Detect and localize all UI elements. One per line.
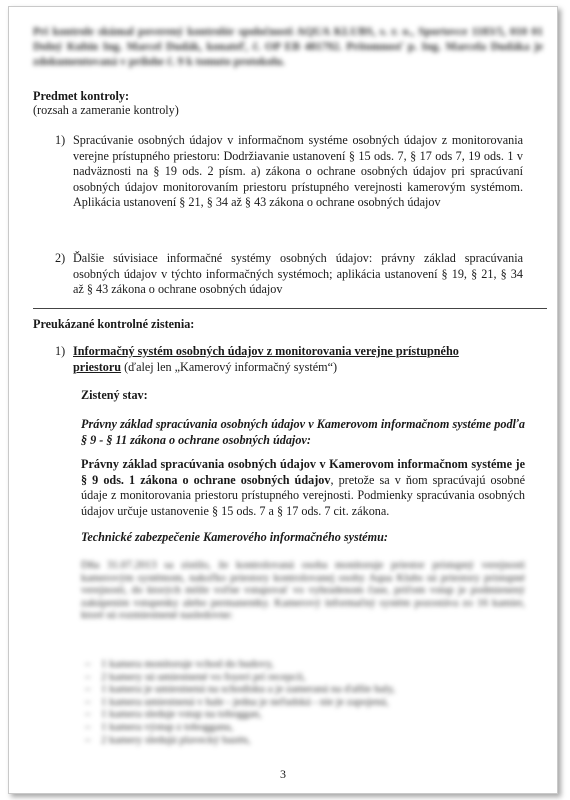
blurred-technical-paragraph: Dňa 31.07.2013 sa zistilo, že kontrolovaná osoba monitoruje priestor prístupný verejnosti kamerovým systémom, nakoľko priestory kontrolovanej osoby Aqua Klubs sú priestory prístupné verejnosti, do ktorých môže voľne vstupovať vo vyhradenom čase, pričom vstup je podmienený zakúpením vstupenky alebo permanentky. Kamerový informačný systém pozostáva zo 16 kamier, ktoré sú rozmiestnené nasledovne: [81,559,525,622]
subject-item-1-text: Spracúvanie osobných údajov v informačnom systéme osobných údajov z monitorovania verejne prístupného priestoru: Dodržiavanie ustanovení § 15 ods. 7, § 17 ods 7, 19 ods. 1 v nadväznosti na § 19 ods. 2 písm. a) zákona o ochrane osobných údajov pri spracúvaní osobných údajov monitorovaním priestoru prístupného verejnosti kamerovým systémom. Aplikácia ustanovení § 21, § 34 až § 43 zákona o ochrane osobných údajov [73,133,523,209]
legal-basis-paragraph [81,457,525,519]
subject-item-2-number: 2) [55,251,66,265]
state-label: Zistený stav: [81,388,148,402]
section-divider [33,308,547,309]
finding-1-title-underlined: Informačný systém osobných údajov z monitorovania verejne prístupného priestoru [73,344,459,374]
legal-basis-heading: Právny základ spracúvania osobných údajov v Kamerovom informačnom systéme podľa § 9 - § 11 zákona o ochrane osobných údajov: [81,417,525,447]
page-number: 3 [280,767,286,781]
technical-heading: Technické zabezpečenie Kamerového informačného systému: [81,530,388,544]
legal-basis-bold: Právny základ spracúvania osobných údajov v Kamerovom informačnom systéme je § 9 ods. 1 zákona o ochrane osobných údajov [81,457,525,487]
list-item: – 1 kamera umiestnená v hale - jedna je neľudská - nie je zapojená, [81,696,501,709]
blurred-header-paragraph: Pri kontrole skúmal poverený kontrolór spoločnosti AQUA KLUBS, s. r. o., Sportovce 1183/5, 010 01 Dolný Kubín Ing. Marcel Dudák, konateľ, č. OP EB 481792. Prítomnosť p. Ing. Marcela Dudáka je zdokumentovaná v prílohe č. 9 k tomuto protokolu. [33,26,543,68]
document-page [8,6,558,794]
finding-1-number: 1) [55,344,66,358]
blurred-camera-list [81,658,501,746]
findings-heading: Preukázané kontrolné zistenia: [33,317,195,331]
list-item: – 2 kamery sledujú plavecký bazén, [81,734,501,747]
list-item: – 2 kamery sú umiestnené vo foyeri pri recepcii, [81,671,501,684]
finding-1-title-rest: (ďalej len „Kamerový informačný systém“) [121,359,338,374]
list-item: – 1 kamera výstup z tobogganu, [81,721,501,734]
subject-heading: Predmet kontroly: [33,89,130,103]
legal-basis-rest: , pretože sa v ňom spracúvajú osobné údaje z monitorovania priestoru prístupného verejnosti. Podmienky spracúvania osobných údajov určuje ustanovenie § 15 ods. 7 a § 17 ods. 7 cit. zákona. [81,472,526,518]
subject-item-2-text: Ďalšie súvisiace informačné systémy osobných údajov: právny základ spracúvania osobných údajov v týchto informačných systémoch; aplikácia ustanovení § 19, § 21, § 34 až § 43 zákona o ochrane osobných údajov [73,251,523,296]
list-item: – 1 kamera je umiestnená na schodisku a je zameraná na ďalšie haly, [81,683,501,696]
subject-scope: (rozsah a zameranie kontroly) [33,103,179,117]
list-item: – 1 kamera sleduje vstup na toboggan, [81,708,501,721]
list-item: – 1 kamera monitoruje vchod do budovy, [81,658,501,671]
finding-1-title [73,344,493,375]
subject-item-1-number: 1) [55,133,66,147]
